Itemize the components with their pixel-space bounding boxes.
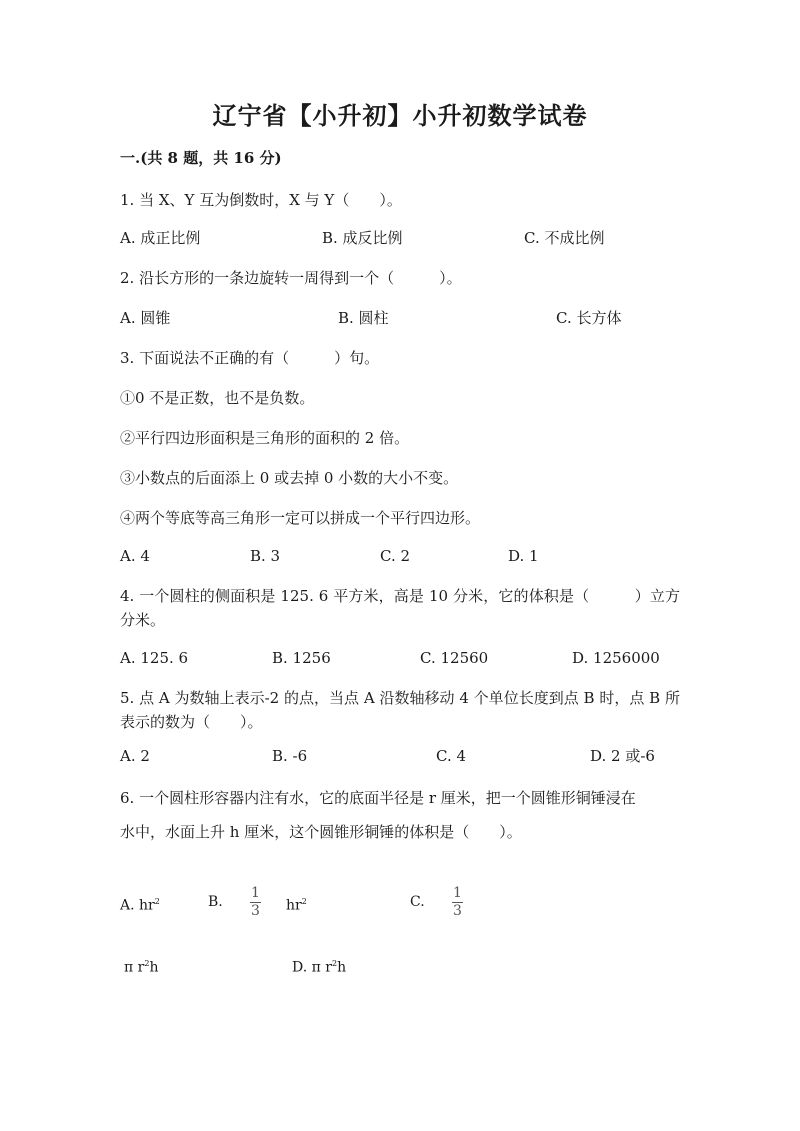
page-title: 辽宁省【小升初】小升初数学试卷: [212, 101, 588, 130]
superscript-2: 2: [154, 897, 160, 906]
question-3-option-d: D. 1: [508, 547, 539, 565]
question-6-option-c-continued: [124, 954, 158, 978]
question-4-option-b: B. 1256: [272, 649, 331, 667]
question-2-option-c: C. 长方体: [556, 309, 622, 327]
question-6-option-c-label: C.: [410, 894, 425, 910]
superscript-2: 2: [144, 959, 150, 968]
question-3-option-b: B. 3: [250, 547, 281, 565]
superscript-2: 2: [331, 959, 338, 968]
question-6-option-b-tail: hr: [286, 897, 302, 914]
fraction-numerator: 1: [453, 885, 462, 901]
question-1-option-a: A. 成正比例: [120, 229, 201, 247]
question-3-statement-3: ③小数点的后面添上 0 或去掉 0 小数的大小不变。: [120, 469, 459, 487]
question-1-stem: 1. 当 X、Y 互为倒数时，X 与 Y（ ）。: [120, 191, 402, 209]
question-3-option-c: C. 2: [380, 547, 411, 565]
question-5-option-a: A. 2: [120, 747, 150, 765]
question-6-option-b-text: [286, 892, 307, 916]
question-3-statement-4: ④两个等底等高三角形一定可以拼成一个平行四边形。: [120, 509, 481, 527]
fraction-denominator: 3: [251, 903, 260, 919]
question-4-stem: 4. 一个圆柱的侧面积是 125. 6 平方米，高是 10 分米，它的体积是（ ）立方分米。: [120, 587, 680, 629]
question-6-option-d-tail: h: [337, 959, 347, 976]
question-2-stem: 2. 沿长方形的一条边旋转一周得到一个（ ）。: [120, 269, 462, 287]
question-1-option-c: C. 不成比例: [524, 229, 605, 247]
question-6-stem-line-2: 水中，水面上升 h 厘米，这个圆锥形铜锤的体积是（ ）。: [120, 823, 522, 841]
question-6-option-a: [120, 892, 160, 916]
question-6-option-d-text: D. π r: [292, 959, 332, 976]
question-6-option-d: [292, 954, 346, 978]
question-3-option-a: A. 4: [120, 547, 150, 565]
question-6-stem-line-1: 6. 一个圆柱形容器内注有水，它的底面半径是 r 厘米，把一个圆锥形铜锤浸在: [120, 789, 636, 807]
question-3-stem: 3. 下面说法不正确的有（ ）句。: [120, 349, 380, 367]
question-6-option-c-fraction: [452, 886, 463, 919]
question-6-option-c-cont-tail: h: [149, 959, 159, 976]
question-1-option-b: B. 成反比例: [322, 229, 403, 247]
section-heading: 一.(共 8 题，共 16 分): [120, 149, 282, 167]
fraction-numerator: 1: [251, 885, 260, 901]
question-6-option-c-cont-text: π r: [124, 959, 145, 976]
question-6-option-a-text: A. hr: [120, 897, 155, 914]
fraction-denominator: 3: [453, 903, 462, 919]
question-4-option-a: A. 125. 6: [120, 649, 189, 667]
question-5-stem: 5. 点 A 为数轴上表示-2 的点，当点 A 沿数轴移动 4 个单位长度到点 B 时，点 B 所表示的数为（ ）。: [120, 689, 680, 731]
question-4-option-d: D. 1256000: [572, 649, 660, 667]
question-2-option-b: B. 圆柱: [338, 309, 389, 327]
question-3-statement-1: ①0 不是正数，也不是负数。: [120, 389, 315, 407]
question-5-option-b: B. -6: [272, 747, 308, 765]
superscript-2: 2: [301, 897, 307, 906]
question-5-option-d: D. 2 或-6: [590, 747, 655, 765]
question-2-option-a: A. 圆锥: [120, 309, 171, 327]
question-5-option-c: C. 4: [436, 747, 467, 765]
question-3-statement-2: ②平行四边形面积是三角形的面积的 2 倍。: [120, 429, 410, 447]
question-4-option-c: C. 12560: [420, 649, 489, 667]
question-6-option-b-fraction: [250, 886, 261, 919]
question-6-option-b-label: B.: [208, 894, 223, 910]
